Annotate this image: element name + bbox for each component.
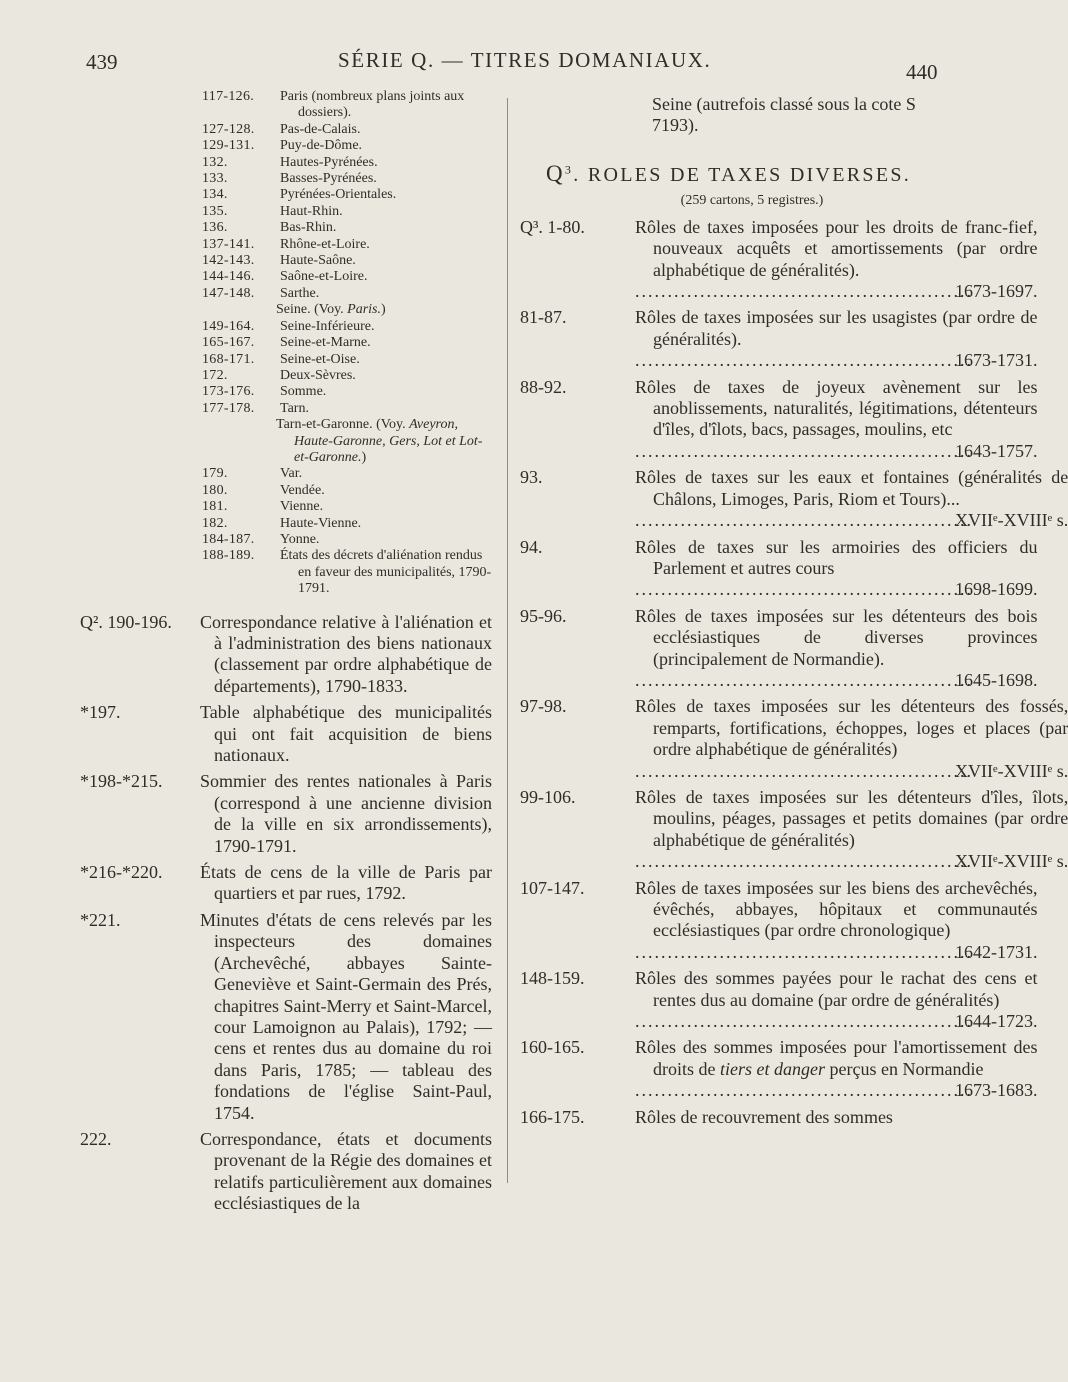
dot-leader: .................................................... (635, 941, 973, 962)
item-text: Var. (280, 466, 303, 482)
entry-tail (635, 760, 1068, 782)
entry (512, 216, 1038, 303)
item-text: Seine. (Voy. Paris.) (276, 302, 386, 318)
list-item (80, 417, 492, 466)
entry (80, 1129, 492, 1215)
list-item (80, 466, 492, 482)
entry-number: 160-165. (520, 1037, 585, 1058)
entry-dates: XVIIᵉ-XVIIIᵉ s. (955, 510, 1068, 531)
item-text: Pyrénées-Orientales. (280, 187, 397, 203)
entry-dates: 1642-1731. (955, 941, 1038, 962)
entry-tail (635, 579, 1038, 600)
right-column (512, 94, 1068, 1128)
entry-tail (635, 1080, 1038, 1101)
dot-leader: .................................................... (635, 669, 973, 690)
entry-text: Rôles des sommes imposées pour l'amortissement des droits de tiers et danger perçus en Normandie .................................................... 1673-1683. (635, 1037, 1038, 1101)
entry (512, 786, 1068, 873)
item-text: Basses-Pyrénées. (280, 171, 377, 187)
entry-tail (635, 941, 1038, 963)
item-text: Haute-Vienne. (280, 515, 362, 531)
entry (512, 877, 1038, 964)
entry-number: 81-87. (520, 307, 567, 328)
list-item (80, 187, 492, 203)
entry-number: 97-98. (520, 696, 567, 717)
running-title: SÉRIE Q. — TITRES DOMANIAUX. (338, 48, 712, 72)
entry-text: Rôles de taxes de joyeux avènement sur les anoblissements, naturalités, légitimations, détenteurs d'îles, d'îlots, bacs, passages, moulins, etc .................................................... 1643-1757. (635, 376, 1038, 461)
item-number: 129-131. (202, 138, 255, 154)
item-number (202, 302, 280, 318)
entry (512, 376, 1038, 463)
page-number-left: 439 (86, 50, 118, 74)
entry-text: Rôles de taxes imposées sur les détenteurs d'îles, îlots, moulins, péages, passages et petits domaines (par ordre alphabétique de généralités) .................................................... XVIIᵉ-XVIIIᵉ s. (635, 786, 1068, 872)
item-number: 181. (202, 499, 228, 515)
entry-number: *197. (80, 702, 121, 723)
entry-text: Rôles de recouvrement des sommes (635, 1106, 893, 1127)
entry-text: Sommier des rentes nationales à Paris (correspond à une ancienne division de la ville en six arrondissements), 1790-1791. (200, 771, 492, 856)
entry-text: Rôles de taxes imposées sur les usagistes (par ordre de généralités). .................................................... 1673-1731. (635, 307, 1038, 371)
item-number: 165-167. (202, 335, 255, 351)
entry (80, 771, 492, 857)
item-number: 182. (202, 515, 228, 531)
entry-text: Rôles de taxes imposées sur les détenteurs des fossés, remparts, fortifications, échoppes, loges et places (par ordre alphabétique de généralités) .................................................... XVIIᵉ-XVIIIᵉ s. (635, 696, 1068, 781)
item-number: 137-141. (202, 236, 255, 252)
entry (512, 536, 1038, 601)
list-item (80, 319, 492, 335)
dot-leader: .................................................... (635, 440, 973, 461)
entry-number: 93. (520, 467, 543, 488)
item-number (202, 417, 280, 466)
entry (512, 605, 1038, 692)
left-column (80, 89, 492, 1215)
entry (80, 862, 492, 905)
item-number: 173-176. (202, 384, 255, 400)
entry (512, 1107, 932, 1128)
entry-number: Q². 190-196. (80, 611, 172, 632)
item-number: 172. (202, 367, 228, 383)
section-subtitle: (259 cartons, 5 registres.) (680, 192, 824, 208)
entry-text: Rôles de taxes imposées sur les biens des archevêchés, évêchés, abbayes, hôpitaux et communautés ecclésiastiques (par ordre chronologique) .................................................... 1642-1731. (635, 877, 1038, 962)
list-item (80, 89, 492, 122)
item-text: Sarthe. (280, 285, 320, 301)
item-text: Paris (nombreux plans joints aux dossiers). (280, 89, 465, 121)
entry (80, 612, 492, 698)
item-text: Somme. (280, 384, 327, 400)
entry-text: Correspondance relative à l'aliénation et à l'administration des biens nationaux (classement par ordre alphabétique de départements), 1790-1833. (200, 611, 492, 696)
entry-number: 95-96. (520, 605, 567, 626)
item-text: Seine-et-Marne. (280, 335, 371, 351)
dot-leader: .................................................... (635, 281, 973, 302)
entry (80, 702, 492, 766)
entry-dates: 1643-1757. (955, 440, 1038, 461)
dot-leader: .................................................... (635, 579, 973, 600)
item-text: Hautes-Pyrénées. (280, 154, 378, 170)
list-item (80, 302, 492, 318)
list-item (80, 171, 492, 187)
item-text: Pas-de-Calais. (280, 121, 361, 137)
entry-text: Rôles de taxes imposées pour les droits de franc-fief, nouveaux acquêts et amortissements (par ordre alphabétique de généralités). .................................................... 1673-1697. (635, 216, 1038, 302)
entry-number: 148-159. (520, 968, 585, 989)
entry-tail (635, 851, 1068, 872)
page-number-right: 440 (906, 60, 938, 84)
dot-leader: .................................................... (635, 1011, 973, 1032)
entry-number: 107-147. (520, 877, 585, 898)
right-entries (512, 216, 1068, 1128)
entry-dates: 1698-1699. (955, 579, 1038, 600)
item-number: 147-148. (202, 285, 255, 301)
entry-tail (635, 1011, 1038, 1032)
entry-text: Rôles des sommes payées pour le rachat des cens et rentes dus au domaine (par ordre de généralités) .................................................... 1644-1723. (635, 968, 1038, 1032)
list-item (80, 384, 492, 400)
item-text: Seine-et-Oise. (280, 351, 360, 367)
item-number: 144-146. (202, 269, 255, 285)
item-number: 136. (202, 220, 228, 236)
entry (512, 968, 1038, 1032)
item-number: 135. (202, 203, 228, 219)
list-item (80, 220, 492, 236)
dot-leader: .................................................... (635, 760, 973, 781)
section-heading: $Q^3$. ROLES DE TAXES DIVERSES. (546, 160, 912, 186)
entry-tail (635, 510, 1068, 531)
item-text: Saône-et-Loire. (280, 269, 368, 285)
entry-tail (635, 440, 1038, 462)
entry-text: Rôles de taxes sur les armoiries des officiers du Parlement et autres cours .................................................... 1698-1699. (635, 536, 1038, 600)
entry-number: 222. (80, 1128, 112, 1149)
list-item (80, 286, 492, 302)
item-number: 184-187. (202, 531, 255, 547)
item-text: Deux-Sèvres. (280, 367, 356, 383)
list-item (80, 269, 492, 285)
list-item (80, 204, 492, 220)
list-item (80, 401, 492, 417)
item-text: Haute-Saône. (280, 253, 356, 269)
item-number: 188-189. (202, 548, 255, 564)
entry (512, 696, 1068, 782)
item-number: 134. (202, 187, 228, 203)
left-entries (80, 612, 492, 1215)
item-number: 179. (202, 466, 228, 482)
entry-tail (635, 281, 1038, 302)
entry (512, 307, 1038, 371)
item-number: 133. (202, 171, 228, 187)
item-text: Vienne. (280, 499, 324, 515)
item-italic: Aveyron, Haute-Garonne, Gers, Lot et Lot-et-Garonne. (294, 417, 483, 465)
item-text: États des décrets d'aliénation rendus en faveur des municipalités, 1790-1791. (280, 548, 492, 597)
entry (80, 910, 492, 1124)
list-item (80, 253, 492, 269)
page-header (0, 44, 1000, 84)
entry-number: 94. (520, 536, 543, 557)
item-number: 180. (202, 482, 228, 498)
list-item (80, 237, 492, 253)
entry (512, 467, 1068, 531)
list-item (80, 122, 492, 138)
item-text: Puy-de-Dôme. (280, 138, 363, 154)
item-number: 117-126. (202, 89, 255, 104)
dot-leader: .................................................... (635, 510, 973, 531)
entry-dates: 1644-1723. (955, 1011, 1038, 1032)
entry-dates: 1645-1698. (955, 669, 1038, 690)
item-number: 127-128. (202, 121, 255, 137)
item-number: 132. (202, 154, 228, 170)
column-divider (507, 98, 508, 1183)
item-italic: Paris. (347, 302, 382, 318)
entry-dates: 1673-1683. (955, 1080, 1038, 1101)
item-text: Seine-Inférieure. (280, 318, 375, 334)
entry-italic: tiers et danger (720, 1058, 825, 1079)
item-text: Tarn-et-Garonne. (Voy. Aveyron, Haute-Garonne, Gers, Lot et Lot-et-Garonne.) (276, 417, 483, 465)
entry-text: Correspondance, états et documents provenant de la Régie des domaines et relatifs particulièrement aux domaines ecclésiastiques de la (200, 1128, 492, 1214)
entry-tail (635, 350, 1038, 371)
entry-text: Minutes d'états de cens relevés par les inspecteurs des domaines (Archevêché, abbayes Sainte-Geneviève et Saint-Germain des Prés, chapitres Saint-Merry et Saint-Marcel, cour Lamoignon au Palais), 1792; — cens et rentes dus au domaine du roi dans Paris, 1785; — tableau des fondations de l'église Saint-Paul, 1754. (200, 909, 492, 1123)
list-item (80, 548, 492, 597)
entry-number: *216-*220. (80, 862, 163, 883)
entry-dates: XVIIᵉ-XVIIIᵉ s. (955, 760, 1068, 781)
entry-number: 99-106. (520, 786, 576, 807)
carry-over-text: Seine (autrefois classé sous la cote S 7193). (652, 94, 916, 136)
item-text: Yonne. (280, 531, 320, 547)
entry-number: *221. (80, 909, 121, 930)
entry-text: Rôles de taxes sur les eaux et fontaines (généralités de Châlons, Limoges, Paris, Riom et Tours)... .................................................... XVIIᵉ-XVIIIᵉ s. (635, 467, 1068, 531)
item-number: 149-164. (202, 318, 255, 334)
entry-dates: 1673-1731. (955, 350, 1038, 371)
list-item (80, 532, 492, 548)
entry-text: Rôles de taxes imposées sur les détenteurs des bois ecclésiastiques de diverses provinces (principalement de Normandie). .................................................... 1645-1698. (635, 605, 1038, 690)
item-text: Bas-Rhin. (280, 220, 337, 236)
entry-tail (635, 669, 1038, 691)
list-item (80, 138, 492, 154)
item-text: Vendée. (280, 482, 325, 498)
list-item (80, 155, 492, 171)
entry (512, 1037, 1038, 1101)
dot-leader: .................................................... (635, 851, 973, 872)
entry-dates: XVIIᵉ-XVIIIᵉ s. (955, 851, 1068, 872)
item-text: Haut-Rhin. (280, 203, 343, 219)
entry-text: États de cens de la ville de Paris par quartiers et par rues, 1792. (200, 862, 492, 904)
list-item (80, 516, 492, 532)
list-item (80, 335, 492, 351)
entry-number: 88-92. (520, 376, 567, 397)
dot-leader: .................................................... (635, 350, 973, 371)
dot-leader: .................................................... (635, 1080, 973, 1101)
item-text: Rhône-et-Loire. (280, 236, 370, 252)
item-number: 142-143. (202, 253, 255, 269)
list-item (80, 368, 492, 384)
entry-number: 166-175. (520, 1106, 585, 1127)
entry-text: Table alphabétique des municipalités qui ont fait acquisition de biens nationaux. (200, 702, 492, 766)
item-text: Tarn. (280, 400, 309, 416)
item-number: 177-178. (202, 400, 255, 416)
entry-dates: 1673-1697. (955, 281, 1038, 302)
entry-number: Q³. 1-80. (520, 216, 585, 237)
list-item (80, 352, 492, 368)
entry-number: *198-*215. (80, 771, 163, 792)
list-item (80, 483, 492, 499)
list-item (80, 499, 492, 515)
item-number: 168-171. (202, 351, 255, 367)
department-list (80, 89, 492, 598)
